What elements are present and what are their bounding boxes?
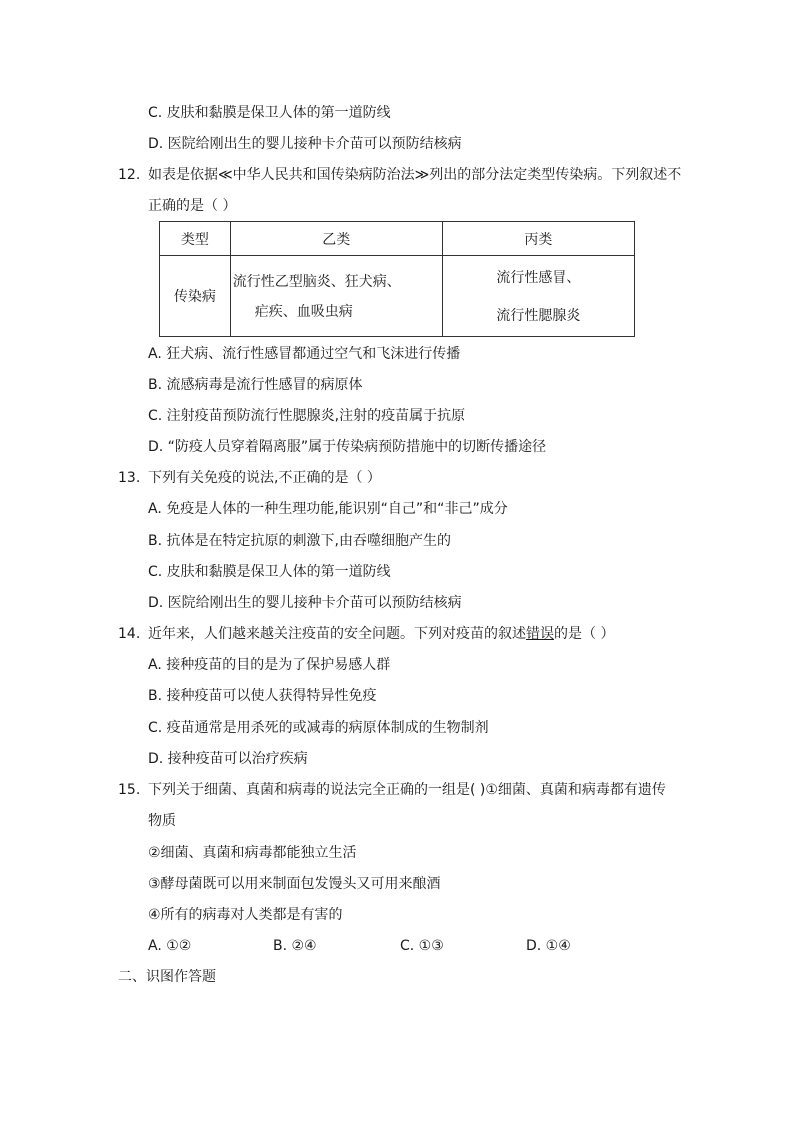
q13-option-c: C. 皮肤和黏膜是保卫人体的第一道防线 <box>148 564 391 580</box>
q14-option-c: C. 疫苗通常是用杀死的或减毒的病原体制成的生物制剂 <box>148 720 489 736</box>
q11-option-c: C. 皮肤和黏膜是保卫人体的第一道防线 <box>148 105 391 121</box>
q12-stem-line2: 正确的是（ ） <box>148 198 237 214</box>
q13-option-b: B. 抗体是在特定抗原的刺激下,由吞噬细胞产生的 <box>148 533 451 549</box>
q14-option-d: D. 接种疫苗可以治疗疾病 <box>148 751 308 767</box>
q15-option-d: D. ①④ <box>526 938 571 954</box>
q15-statement-4: ④所有的病毒对人类都是有害的 <box>148 907 343 923</box>
q13-option-d: D. 医院给刚出生的婴儿接种卡介苗可以预防结核病 <box>148 595 462 611</box>
class-b-line1: 流行性乙型脑炎、狂犬病、 <box>232 274 401 290</box>
q13-option-a: A. 免疫是人体的一种生理功能,能识别“自己”和“非己”成分 <box>148 501 508 517</box>
class-c-line2: 流行性腮腺炎 <box>496 308 581 324</box>
q14-stem-post: 的是（ ） <box>554 626 615 642</box>
table-cell-class-c <box>442 256 634 337</box>
table-header-class-b: 乙类 <box>230 222 442 256</box>
disease-table <box>159 221 635 337</box>
q13-stem: 下列有关免疫的说法,不正确的是（ ） <box>148 470 381 486</box>
q14-option-a: A. 接种疫苗的目的是为了保护易感人群 <box>148 657 391 673</box>
q14-stem-underlined: 错误 <box>526 626 554 642</box>
q13-number: 13. <box>118 470 141 486</box>
q12-option-a: A. 狂犬病、流行性感冒都通过空气和飞沫进行传播 <box>148 346 461 362</box>
table-header-type: 类型 <box>160 222 231 256</box>
table-cell-disease: 传染病 <box>160 256 231 337</box>
q14-number: 14. <box>118 626 141 642</box>
table-cell-class-b <box>230 256 442 337</box>
class-c-line1: 流行性感冒、 <box>496 270 581 286</box>
q15-statement-3: ③酵母菌既可以用来制面包发馒头又可用来酿酒 <box>148 876 441 892</box>
table-header-class-c: 丙类 <box>442 222 634 256</box>
q14-option-b: B. 接种疫苗可以使人获得特异性免疫 <box>148 688 377 704</box>
q15-stem-line1: 下列关于细菌、真菌和病毒的说法完全正确的一组是( )①细菌、真菌和病毒都有遗传 <box>148 782 666 798</box>
q12-number: 12. <box>118 167 141 183</box>
q12-option-d: D. “防疫人员穿着隔离服”属于传染病预防措施中的切断传播途径 <box>148 439 547 455</box>
q12-option-c: C. 注射疫苗预防流行性腮腺炎,注射的疫苗属于抗原 <box>148 408 466 424</box>
q15-option-b: B. ②④ <box>273 938 317 954</box>
q15-statement-2: ②细菌、真菌和病毒都能独立生活 <box>148 845 357 861</box>
q12-stem-line1: 如表是依据≪中华人民共和国传染病防治法≫列出的部分法定类型传染病。下列叙述不 <box>148 167 682 183</box>
q15-number: 15. <box>118 782 141 798</box>
class-b-line2: 疟疾、血吸虫病 <box>254 304 353 320</box>
q12-option-b: B. 流感病毒是流行性感冒的病原体 <box>148 377 363 393</box>
table-row <box>160 256 635 337</box>
q14-stem-pre: 近年来，人们越来越关注疫苗的安全问题。下列对疫苗的叙述 <box>148 626 526 642</box>
q14-stem <box>148 624 614 644</box>
section-heading: 二、识图作答题 <box>118 969 216 985</box>
q15-option-c: C. ①③ <box>400 938 444 954</box>
q11-option-d: D. 医院给刚出生的婴儿接种卡介苗可以预防结核病 <box>148 136 462 152</box>
table-header-row <box>160 222 635 256</box>
q15-stem-line2: 物质 <box>148 813 176 829</box>
q15-option-a: A. ①② <box>148 938 192 954</box>
